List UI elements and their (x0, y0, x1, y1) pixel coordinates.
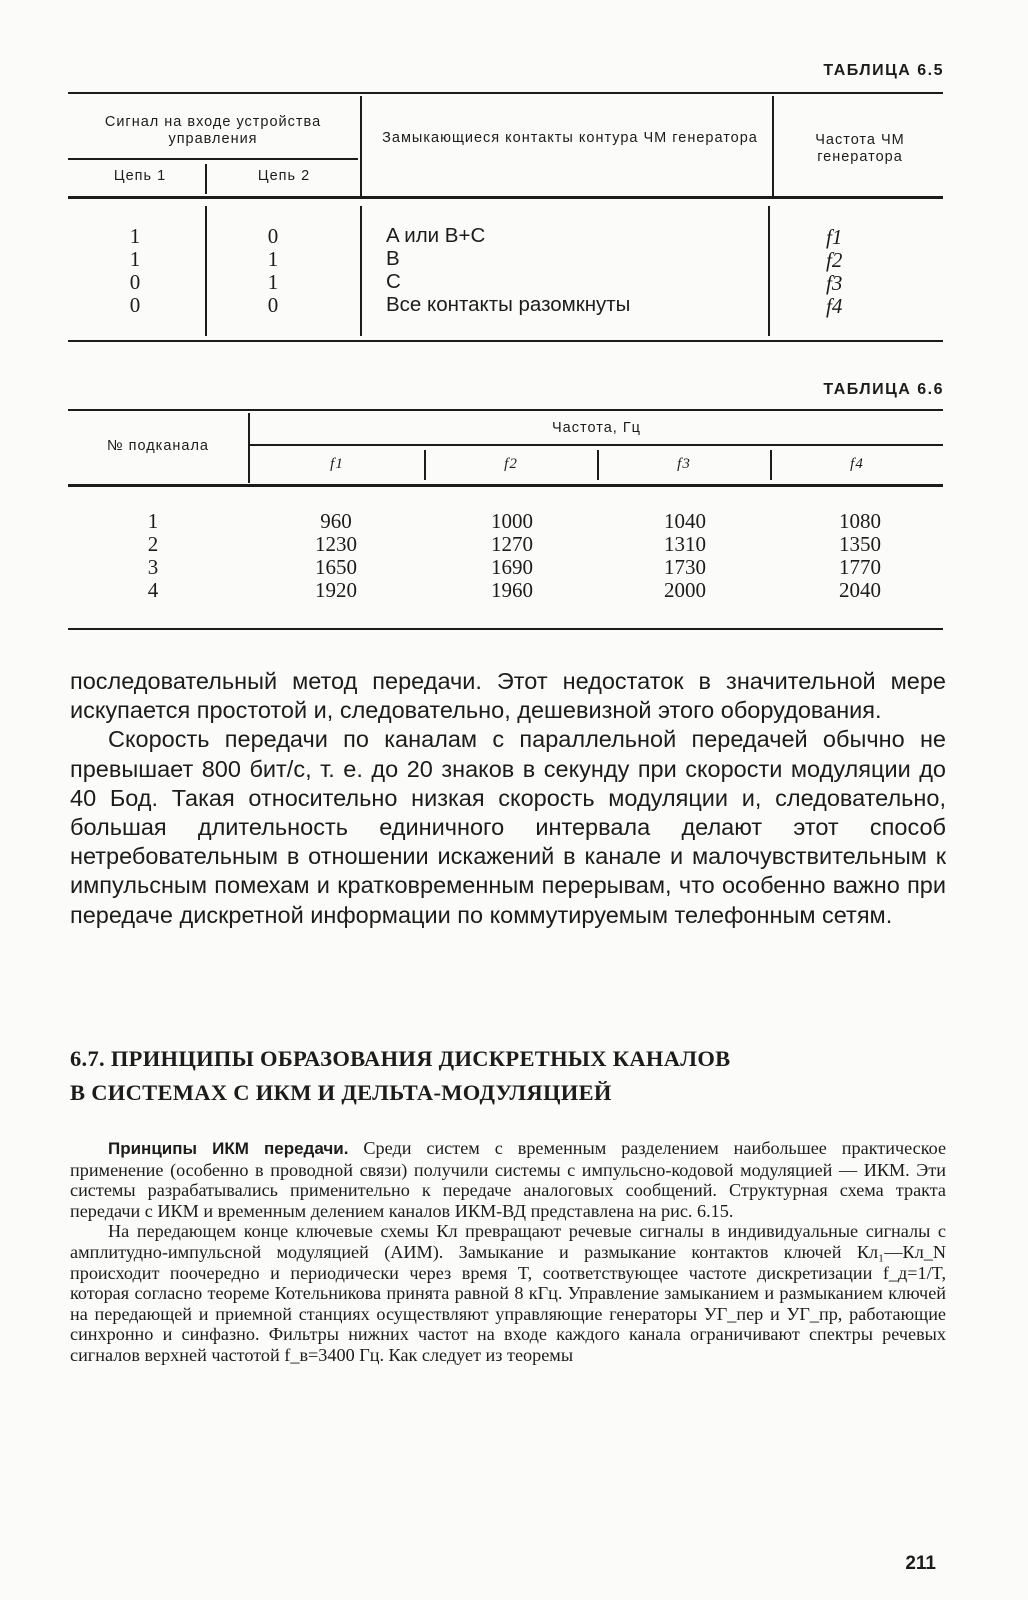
body-text (70, 667, 946, 930)
section-heading-line: 6.7. ПРИНЦИПЫ ОБРАЗОВАНИЯ ДИСКРЕТНЫХ КАНАЛОВ (70, 1046, 731, 1071)
table-6-6-cell: 960 (320, 509, 352, 533)
table-6-5-body-divider (360, 206, 362, 336)
paragraph (70, 1138, 946, 1221)
paragraph: На передающем конце ключевые схемы Кл превращают речевые сигналы в индивидуальные сигналы с амплитудно-импульсной модуляцией (АИМ). Замыкание и размыкание контактов ключей Кл₁—Кл_N происходит поочередно и периодически через время T, соответствующее частоте дискретизации f_д=1/T, которая согласно теореме Котельникова принята равной 8 кГц. Управление замыканием и размыканием ключей на передающей и приемной станциях осуществляют управляющие генераторы УГ_пер и УГ_пр, работающие синхронно и синфазно. Фильтры нижних частот на входе каждого канала ограничивают спектры речевых сигналов верхней частотой f_в=3400 Гц. Как следует из теоремы (70, 1221, 946, 1365)
table-6-5-cell: 0 (267, 224, 279, 248)
table-6-5-cell: f3 (826, 271, 843, 295)
table-6-6-col-header: f3 (677, 456, 691, 472)
table-6-6-cell: 1960 (491, 578, 533, 602)
table-6-6-cell: 1310 (664, 532, 706, 556)
table-6-5-freq-header: Частота ЧМ генератора (815, 132, 905, 165)
section-body (70, 1138, 946, 1366)
paragraph: последовательный метод передачи. Этот недостаток в значительной мере искупается простотой и, следовательно, дешевизной этого оборудования. (70, 668, 946, 724)
table-6-5-chain2-header: Цепь 2 (257, 168, 311, 184)
table-6-5-header-divider (772, 96, 774, 196)
table-6-5-subheader-divider (205, 164, 207, 194)
table-6-5-caption: ТАБЛИЦА 6.5 (823, 62, 944, 79)
table-6-6-cell: 1230 (315, 532, 357, 556)
section-heading-line: В СИСТЕМАХ С ИКМ И ДЕЛЬТА-МОДУЛЯЦИЕЙ (70, 1080, 612, 1105)
table-6-6-col-header: f1 (330, 456, 344, 472)
page-number: 211 (905, 1553, 936, 1574)
table-6-5-cell: Все контакты разомкнуты (386, 293, 631, 316)
table-6-5-cell: B (386, 247, 400, 270)
table-6-6-caption: ТАБЛИЦА 6.6 (823, 381, 944, 398)
table-6-6-cell: 2 (147, 532, 159, 556)
table-6-6-cell: 1650 (315, 555, 357, 579)
table-6-5-cell: 1 (129, 224, 141, 248)
table-6-6-subchannel-header: № подканала (107, 438, 209, 454)
table-6-5-body-divider (205, 206, 207, 336)
table-6-5-header-divider (360, 96, 362, 196)
table-6-5-cell: 0 (267, 293, 279, 317)
table-6-5-body-divider (768, 206, 770, 336)
table-6-5-chain1-header: Цепь 1 (113, 168, 167, 184)
table-6-5-cell: 0 (129, 293, 141, 317)
table-6-6-col-header: f2 (504, 456, 518, 472)
table-6-6-cell: 1040 (664, 509, 706, 533)
paragraph-text: Среди систем с временным разделением наибольшее практическое применение (особенно в проводной связи) получили системы с импульсно-кодовой модуляцией — ИКМ. Эти системы разрабатывались применительно к передаче аналоговых сообщений. Структурная схема тракта передачи с ИКМ и временным делением каналов ИКМ-ВД представлена на рис. 6.15. (70, 1138, 947, 1221)
table-6-5-cell: 1 (267, 247, 279, 271)
table-6-5-cell: 1 (129, 247, 141, 271)
table-6-6-cell: 1770 (839, 555, 881, 579)
table-6-6-cell: 1080 (839, 509, 881, 533)
table-6-5-top-rule (68, 92, 943, 94)
table-6-6-cell: 3 (147, 555, 159, 579)
table-6-6-cell: 1 (147, 509, 159, 533)
section-heading (70, 1042, 970, 1110)
table-6-6-col-header: f4 (850, 456, 864, 472)
table-6-6-cell: 1920 (315, 578, 357, 602)
table-6-5-cell: 0 (129, 270, 141, 294)
table-6-5-cell: A или B+C (386, 224, 486, 247)
table-6-6-cell: 1730 (664, 555, 706, 579)
table-6-5-cell: f2 (826, 248, 843, 272)
table-6-6-subheader-rule (250, 444, 943, 446)
paragraph-lead: Принципы ИКМ передачи. (108, 1139, 349, 1158)
table-6-5-bottom-rule (68, 340, 943, 342)
table-6-5-header-rule (68, 196, 943, 199)
table-6-5-signal-header: Сигнал на входе устройства управления (104, 114, 322, 147)
table-6-6-cell: 2040 (839, 578, 881, 602)
table-6-5-cell: 1 (267, 270, 279, 294)
table-6-6-cell: 1350 (839, 532, 881, 556)
table-6-5-contacts-header: Замыкающиеся контакты контура ЧМ генератора (382, 130, 758, 146)
table-6-6-cell: 4 (147, 578, 159, 602)
table-6-6-header-rule (68, 484, 943, 487)
paragraph: Скорость передачи по каналам с параллельной передачей обычно не превышает 800 бит/с, т. е. до 20 знаков в секунду при скорости модуляции до 40 Бод. Такая относительно низкая скорость модуляции и, следовательно, большая длительность единичного интервала делают этот способ нетребовательным в отношении искажений в канале и малочувствительным к импульсным помехам и кратковременным перерывам, что особенно важно при передаче дискретной информации по коммутируемым телефонным сетям. (70, 726, 946, 928)
table-6-6-cell: 1690 (491, 555, 533, 579)
table-6-5-subheader-rule (68, 158, 358, 160)
table-6-5-cell: C (386, 270, 401, 293)
table-6-5-cell: f1 (826, 225, 843, 249)
table-6-5-cell: f4 (826, 294, 843, 318)
table-6-6-cell: 1000 (491, 509, 533, 533)
table-6-6-cell: 1270 (491, 532, 533, 556)
table-6-6-cell: 2000 (664, 578, 706, 602)
table-6-6-bottom-rule (68, 628, 943, 630)
table-6-6-freq-header: Частота, Гц (552, 420, 641, 436)
table-6-6-top-rule (68, 409, 943, 411)
